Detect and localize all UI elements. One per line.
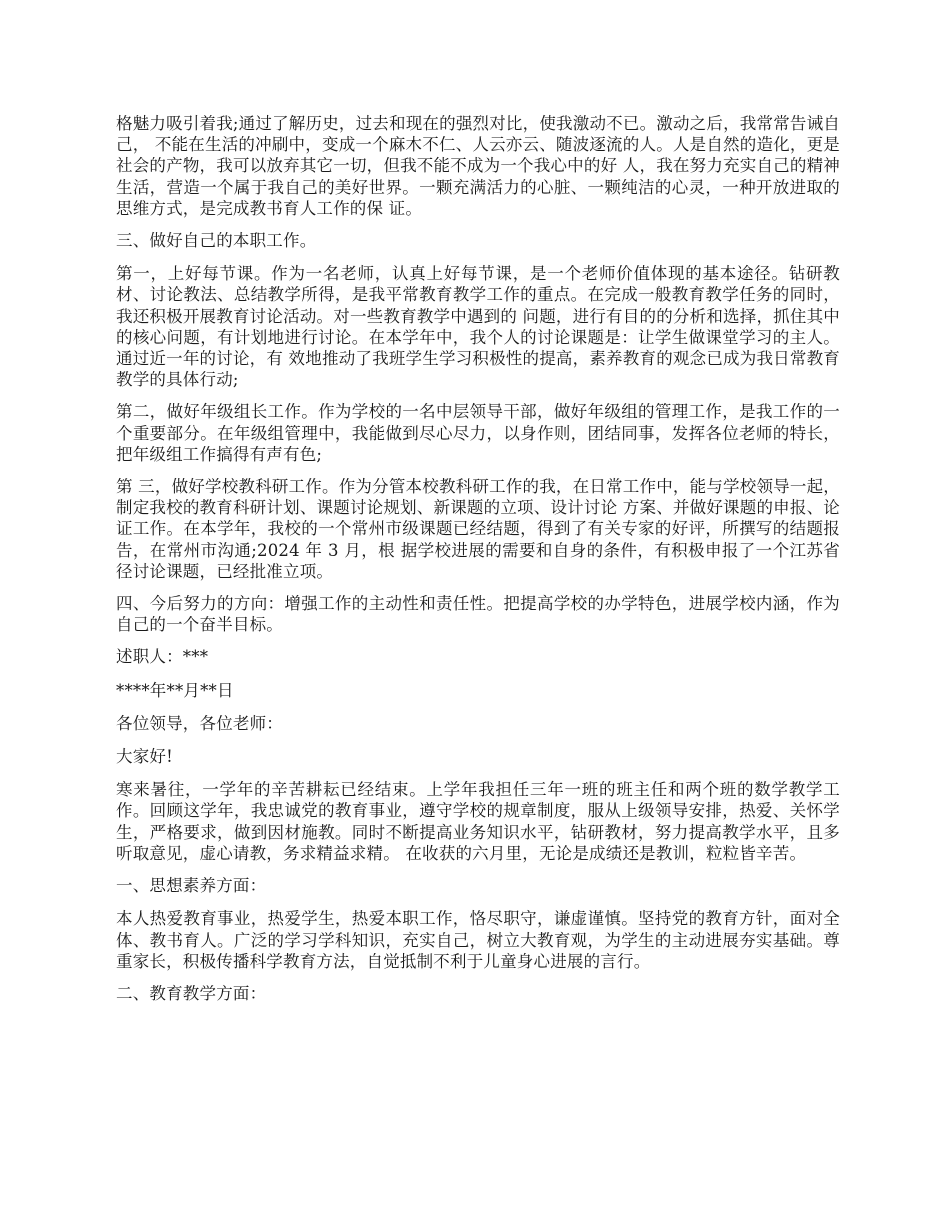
paragraph-character-charm: 格魅力吸引着我;通过了解历史，过去和现在的强烈对比，使我激动不已。激动之后，我常常告诫自己， 不能在生活的冲刷中，变成一个麻木不仁、人云亦云、随波逐流的人。人是自然的造化，更是社会的产物，我可以放弃其它一切，但我不能不成为一个我心中的好 人，我在努力充实自己的精神生活，营造一个属于我自己的美好世界。一颗充满活力的心脏、一颗纯洁的心灵，一种开放进取的思维方式，是完成教书育人工作的保 证。: [116, 114, 840, 218]
document-body: [116, 113, 840, 1016]
heading-teaching: 二、教育教学方面：: [116, 983, 267, 1003]
paragraph-second-grade-leader: 第二，做好年级组长工作。作为学校的一名中层领导干部，做好年级组的管理工作，是我工作的一个重要部分。在年级组管理中，我能做到尽心尽力，以身作则，团结同事，发挥各位老师的特长，把年级组工作搞得有声有色;: [116, 402, 840, 464]
salutation: 各位领导，各位老师：: [116, 713, 283, 733]
heading-section-three: 三、做好自己的本职工作。: [116, 231, 317, 251]
paragraph-year-review: 寒来暑往，一学年的辛苦耕耘已经结束。上学年我担任三年一班的班主任和两个班的数学教学工作。回顾这学年，我忠诚党的教育事业，遵守学校的规章制度，服从上级领导安排，热爱、关怀学生，严格要求，做到因材施教。同时不断提高业务知识水平，钻研教材，努力提高教学水平，且多听取意见，虚心请教，务求精益求精。 在收获的六月里，无论是成绩还是教训，粒粒皆辛苦。: [116, 780, 840, 863]
paragraph-third-research-work: 第 三，做好学校教科研工作。作为分管本校教科研工作的我，在日常工作中，能与学校领导一起，制定我校的教育科研计划、课题讨论规划、新课题的立项、设计讨论 方案、并做好课题的申报、论证工作。在本学年，我校的一个常州市级课题已经结题，得到了有关专家的好评，所撰写的结题报告，在常州市沟通;2024 年 3 月，根 据学校进展的需要和自身的条件，有积极申报了一个江苏省径讨论课题，已经批准立项。: [116, 477, 840, 581]
report-date: ****年**月**日: [116, 680, 234, 700]
paragraph-first-teach-classes: 第一，上好每节课。作为一名老师，认真上好每节课，是一个老师价值体现的基本途径。钻研教材、讨论教法、总结教学所得，是我平常教育教学工作的重点。在完成一般教育教学任务的同时，我还积极开展教育讨论活动。对一些教育教学中遇到的 问题，进行有目的的分析和选择，抓住其中的核心问题，有计划地进行讨论。在本学年中，我个人的讨论课题是：让学生做课堂学习的主人。通过近一年的讨论，有 效地推动了我班学生学习积极性的提高，素养教育的观念已成为我日常教育教学的具体行动;: [116, 264, 840, 390]
paragraph-section-four-direction: 四、今后努力的方向：增强工作的主动性和责任性。把提高学校的办学特色，进展学校内涵，作为自己的一个奋半目标。: [116, 594, 840, 635]
greeting: 大家好!: [116, 747, 173, 767]
heading-ideology: 一、思想素养方面：: [116, 876, 267, 896]
paragraph-ideology-content: 本人热爱教育事业，热爱学生，热爱本职工作，恪尽职守，谦虚谨慎。坚持党的教育方针，面对全体、教书育人。广泛的学习学科知识，充实自己，树立大教育观，为学生的主动进展夯实基础。尊重家长，积极传播科学教育方法，自觉抵制不利于儿童身心进展的言行。: [116, 909, 840, 971]
reporter-signature: 述职人：***: [116, 647, 209, 667]
